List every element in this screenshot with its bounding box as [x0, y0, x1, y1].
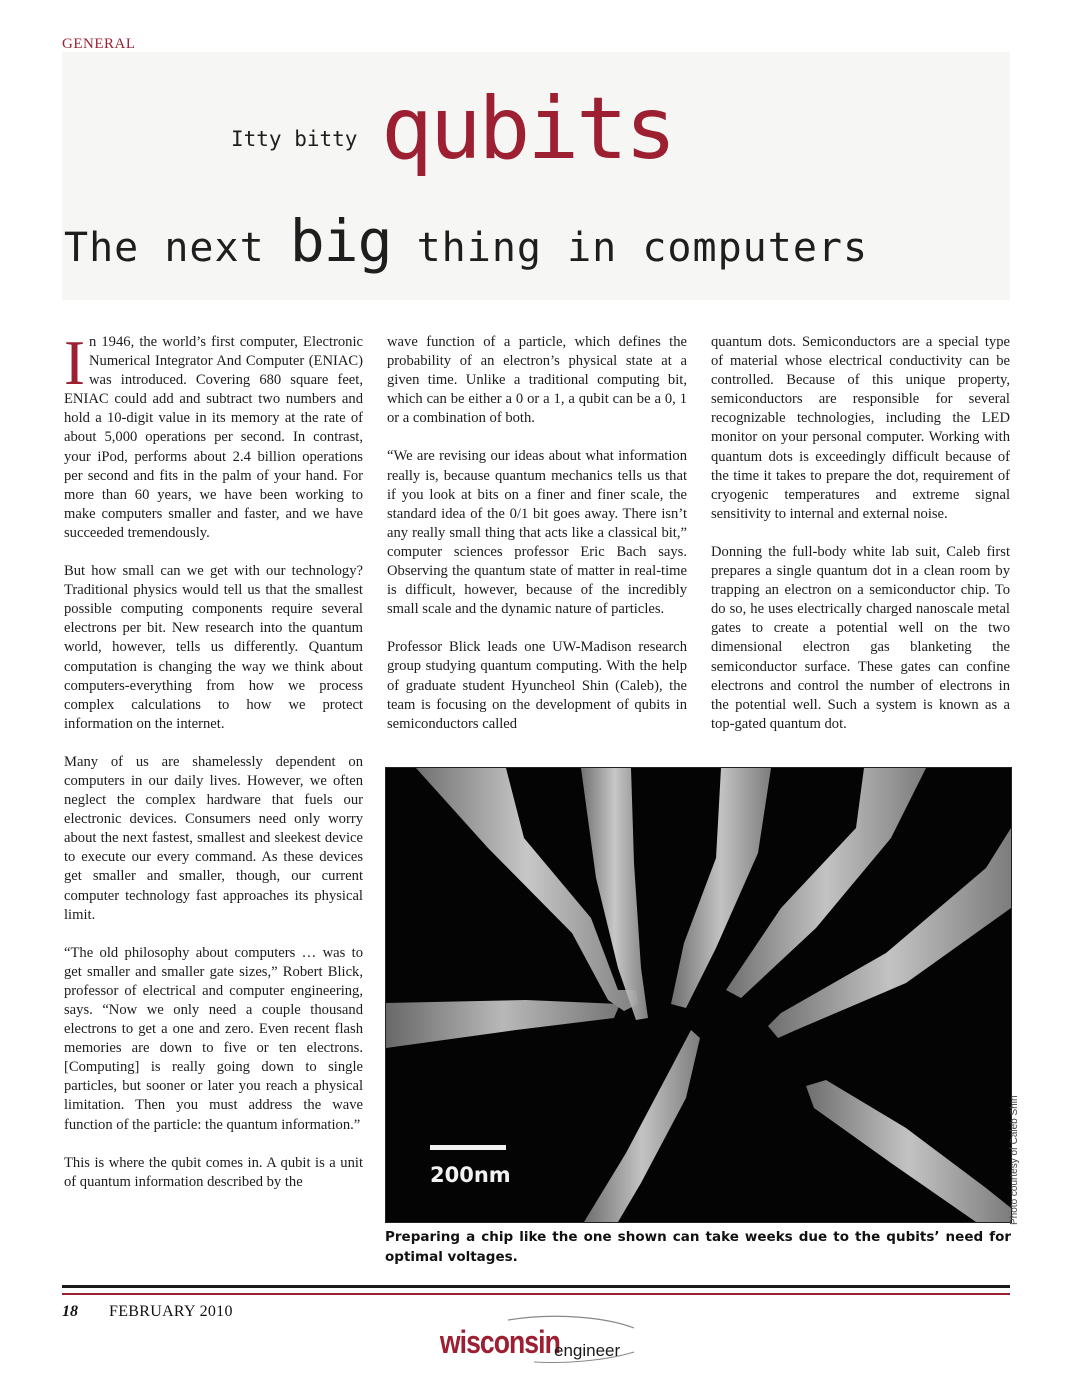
photo-credit: [1009, 1085, 1023, 1225]
paragraph-text: n 1946, the world’s first computer, Electronic Numerical Integrator And Computer (ENIAC) was introduced. Covering 680 square feet, ENIAC could add and subtract two numbers and hold a 10-digit value in its memory at the rate of about 5,000 operations per second. In contrast, your iPod, performs about 2.4 billion operations per second and fits in the palm of your hand. For more than 60 years, we have been working to make computers smaller and faster, and we have succeeded tremendously.: [64, 334, 363, 541]
scale-bar: [430, 1145, 506, 1150]
title-big: qubits: [381, 79, 674, 179]
subtitle-pre: The next: [64, 225, 290, 271]
article-column-1: [64, 328, 363, 1211]
footer-rule-red: [62, 1293, 1010, 1295]
figure-caption: Preparing a chip like the one shown can take weeks due to the qubits’ need for optimal voltages.: [385, 1229, 1011, 1265]
paragraph: “We are revising our ideas about what information really is, because quantum mechanics tells us that if you look at bits on a finer and finer scale, the standard idea of the 0/1 bit goes away. There isn’t any really small thing that acts like a classical bit,” computer sciences professor Eric Bach says. Observing the quantum state of matter in real-time is difficult, however, because of the incredibly small scale and the dynamic nature of particles.: [387, 448, 687, 618]
section-label: GENERAL: [62, 36, 136, 52]
paragraph: wave function of a particle, which defines the probability of an electron’s physical state at a given time. Unlike a traditional computing bit, which can be either a 0 or a 1, a qubit can be a 0, 1 or a combination of both.: [387, 334, 687, 427]
paragraph: [64, 328, 363, 543]
drop-cap: I: [64, 328, 85, 398]
masthead-sub: engineer: [554, 1341, 621, 1360]
subtitle: [64, 207, 1010, 275]
issue-date: FEBRUARY 2010: [109, 1303, 233, 1320]
footer-rule-dark: [62, 1285, 1010, 1288]
paragraph: “The old philosophy about computers … was to get smaller and smaller gate sizes,” Robert Blick, professor of electrical and computer engineering, says. “Now we only need a couple thousand electrons to get a one and zero. Even recent flash memories are down to five or ten electrons. [Computing] is really going down to single particles, but sooner or later you reach a physical limitation. Then you must address the wave function of the particle: the quantum information.”: [64, 944, 363, 1133]
scale-label: 200nm: [430, 1163, 511, 1187]
article-column-2: [387, 333, 687, 753]
paragraph: Many of us are shamelessly dependent on computers in our daily lives. However, we often neglect the complex hardware that fuels our electronic devices. Consumers need only worry about the next fastest, smallest and sleekest device to execute our every command. As these devices get smaller and smaller, though, our current computer technology fast approaches its physical limit.: [64, 753, 363, 923]
wisconsin-engineer-logo: [438, 1314, 638, 1366]
subtitle-big: big: [289, 207, 392, 275]
quantum-dot-gates-illustration: [386, 768, 1011, 1222]
masthead-logo: [438, 1314, 638, 1366]
page-number: 18: [62, 1303, 78, 1320]
masthead-main: wisconsin: [439, 1324, 560, 1361]
paragraph: This is where the qubit comes in. A qubit is a unit of quantum information described by the: [64, 1154, 363, 1190]
article-column-3: [711, 333, 1010, 753]
paragraph: Donning the full-body white lab suit, Caleb first prepares a single quantum dot in a clean room by trapping an electron on a semiconductor chip. To do so, he uses electrically charged nanoscale metal gates to create a potential well on the two dimensional electron gas blanketing the semiconductor surface. These gates can confine electrons and control the number of electrons in the potential well. Such a system is known as a top-gated quantum dot.: [711, 543, 1010, 732]
sem-image: [385, 767, 1012, 1223]
paragraph: Professor Blick leads one UW-Madison research group studying quantum computing. With the help of graduate student Hyuncheol Shin (Caleb), the team is focusing on the development of qubits in semiconductors called: [387, 639, 687, 732]
photo-credit-text: Photo courtesy of Caleb Shin: [1009, 1095, 1020, 1225]
paragraph: quantum dots. Semiconductors are a special type of material whose electrical conductivity can be controlled. Because of this unique property, semiconductors are responsible for several recognizable technologies, including the LED monitor on your personal computer. Working with quantum dots is exceedingly difficult because of the time it takes to prepare the dot, requirement of cryogenic temperatures and extreme signal sensitivity to internal and external noise.: [711, 334, 1010, 522]
subtitle-post: thing in computers: [391, 225, 869, 271]
title-small: Itty bitty: [231, 127, 358, 151]
paragraph: But how small can we get with our technology? Traditional physics would tell us that the smallest possible computing components require several electrons per bit. New research into the quantum world, however, tells us differently. Quantum computation is changing the way we think about computers-everything from how we process complex calculations to how we protect information on the internet.: [64, 563, 363, 732]
